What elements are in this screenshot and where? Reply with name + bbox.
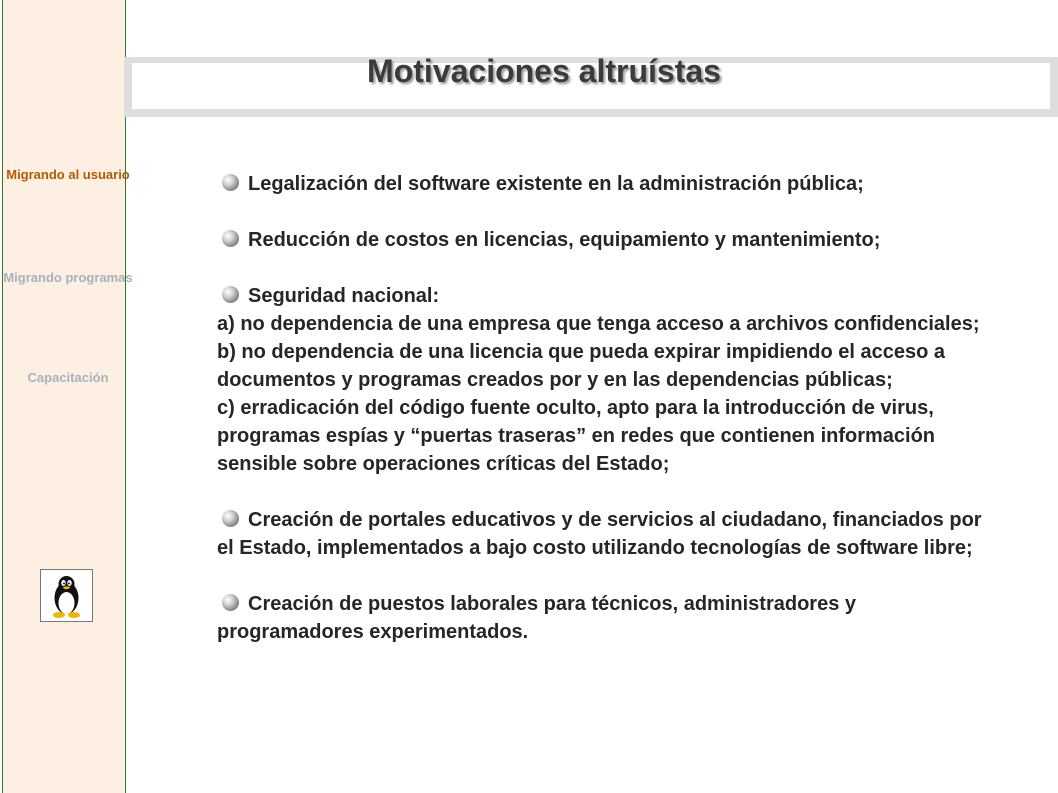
bullet-heading — [217, 282, 987, 310]
sphere-bullet-icon — [222, 174, 239, 191]
nav-link-migrando-programas[interactable]: Migrando programas — [3, 270, 133, 285]
list-item — [217, 226, 987, 254]
list-item — [217, 282, 987, 478]
sub-item: c) erradicación del código fuente oculto, apto para la introducción de virus, programas espías y “puertas traseras” en redes que contienen información sensible sobre operaciones críticas del Estado; — [217, 397, 936, 475]
sphere-bullet-icon — [222, 594, 239, 611]
sphere-bullet-icon — [222, 510, 239, 527]
nav-link-migrando-al-usuario[interactable]: Migrando al usuario — [6, 167, 130, 182]
bullet-text: Seguridad nacional: — [248, 285, 440, 307]
bullet-text: Creación de portales educativos y de servicios al ciudadano, financiados por el Estado, implementados a bajo costo utilizando tecnologías de software libre; — [217, 509, 982, 559]
tux-penguin-icon[interactable] — [40, 569, 93, 622]
sub-item: a) no dependencia de una empresa que tenga acceso a archivos confidenciales; — [217, 313, 980, 335]
bullet-text: Creación de puestos laborales para técnicos, administradores y programadores experimentados. — [217, 593, 856, 643]
bullet-text: Reducción de costos en licencias, equipamiento y mantenimiento; — [248, 229, 881, 251]
list-item — [217, 506, 987, 562]
bullet-text: Legalización del software existente en la administración pública; — [248, 173, 864, 195]
sidebar — [2, 0, 133, 793]
list-item — [217, 590, 987, 646]
nav-link-capacitacion[interactable]: Capacitación — [27, 370, 109, 385]
list-item — [217, 170, 987, 198]
page-title: Motivaciones altruístas — [367, 53, 721, 89]
sphere-bullet-icon — [222, 230, 239, 247]
content-body — [217, 170, 987, 674]
sub-item: b) no dependencia de una licencia que pueda expirar impidiendo el acceso a documentos y programas creados por y en las dependencias públicas; — [217, 341, 945, 391]
sphere-bullet-icon — [222, 286, 239, 303]
